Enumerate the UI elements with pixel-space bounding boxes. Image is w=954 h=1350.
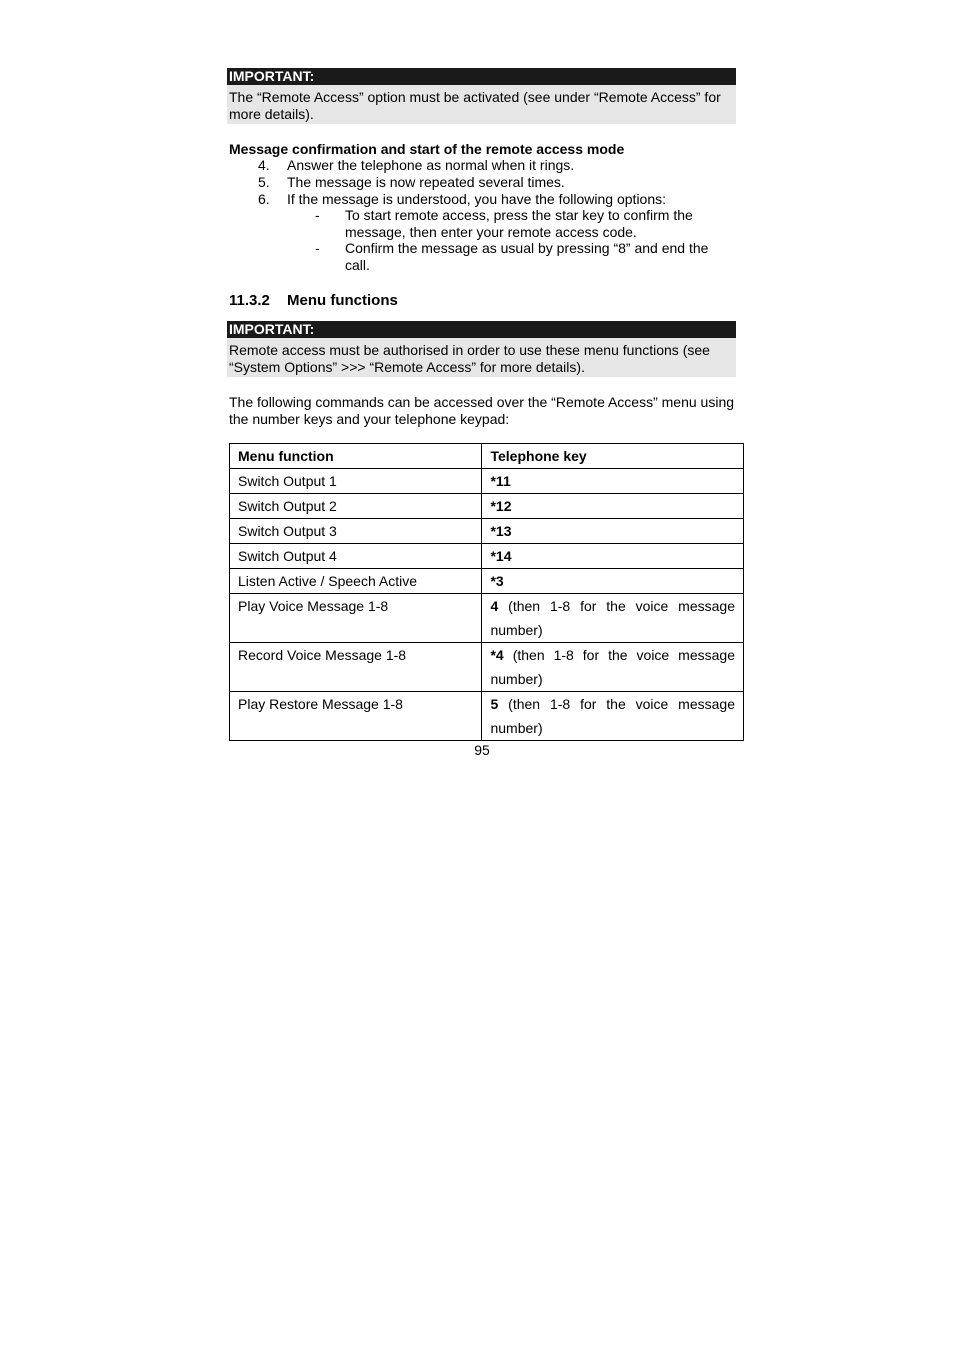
intro-paragraph: The following commands can be accessed over the “Remote Access” menu using the number keys and your telephone keypad:	[229, 394, 735, 427]
table-row	[230, 494, 744, 519]
function-cell: Play Voice Message 1-8	[230, 594, 482, 643]
table-row	[230, 544, 744, 569]
function-cell: Switch Output 1	[230, 469, 482, 494]
option-text: To start remote access, press the star key to confirm the message, then enter your remote access code.	[345, 207, 693, 240]
key-note: (then 1-8 for the voice message number)	[490, 647, 735, 687]
table-row	[230, 692, 744, 741]
key-cell	[482, 692, 744, 741]
list-text: Answer the telephone as normal when it rings.	[287, 157, 575, 173]
option-dash: -	[315, 207, 320, 223]
column-header: Telephone key	[482, 444, 744, 469]
page-number: 95	[474, 742, 490, 758]
important-note: The “Remote Access” option must be activated (see under “Remote Access” for more details).	[227, 85, 736, 124]
table-row	[230, 519, 744, 544]
key-code: 5	[490, 696, 499, 712]
key-cell	[482, 569, 744, 594]
key-code: *13	[490, 523, 512, 539]
table-row	[230, 594, 744, 643]
section-title: Menu functions	[287, 292, 398, 309]
key-cell	[482, 469, 744, 494]
list-number: 4.	[258, 157, 270, 173]
key-cell	[482, 643, 744, 692]
important-header: IMPORTANT:	[227, 321, 736, 338]
confirmation-heading: Message confirmation and start of the remote access mode	[229, 141, 625, 157]
important-header: IMPORTANT:	[227, 68, 736, 85]
key-code: *12	[490, 498, 512, 514]
function-cell: Listen Active / Speech Active	[230, 569, 482, 594]
function-cell: Switch Output 2	[230, 494, 482, 519]
key-cell	[482, 594, 744, 643]
key-cell	[482, 519, 744, 544]
function-cell: Play Restore Message 1-8	[230, 692, 482, 741]
key-note: (then 1-8 for the voice message number)	[490, 696, 735, 736]
table-header-row	[230, 444, 744, 469]
section-number: 11.3.2	[229, 292, 270, 309]
function-cell: Switch Output 3	[230, 519, 482, 544]
menu-functions-table	[229, 443, 744, 741]
table-row	[230, 469, 744, 494]
important-note: Remote access must be authorised in order to use these menu functions (see “System Options” >>> “Remote Access” for more details).	[227, 338, 736, 377]
option-dash: -	[315, 240, 320, 256]
key-code: *3	[490, 573, 504, 589]
key-code: *11	[490, 473, 511, 489]
key-code: *4	[490, 647, 504, 663]
column-header: Menu function	[230, 444, 482, 469]
section-heading	[229, 292, 398, 310]
list-number: 5.	[258, 174, 270, 190]
table-row	[230, 569, 744, 594]
key-code: 4	[490, 598, 499, 614]
function-cell: Record Voice Message 1-8	[230, 643, 482, 692]
key-code: *14	[490, 548, 512, 564]
key-cell	[482, 494, 744, 519]
table-row	[230, 643, 744, 692]
list-number: 6.	[258, 191, 270, 207]
list-text: The message is now repeated several times.	[287, 174, 565, 190]
list-text: If the message is understood, you have the following options:	[287, 191, 667, 207]
option-text: Confirm the message as usual by pressing “8” and end the call.	[345, 240, 709, 273]
key-cell	[482, 544, 744, 569]
key-note: (then 1-8 for the voice message number)	[490, 598, 735, 638]
function-cell: Switch Output 4	[230, 544, 482, 569]
